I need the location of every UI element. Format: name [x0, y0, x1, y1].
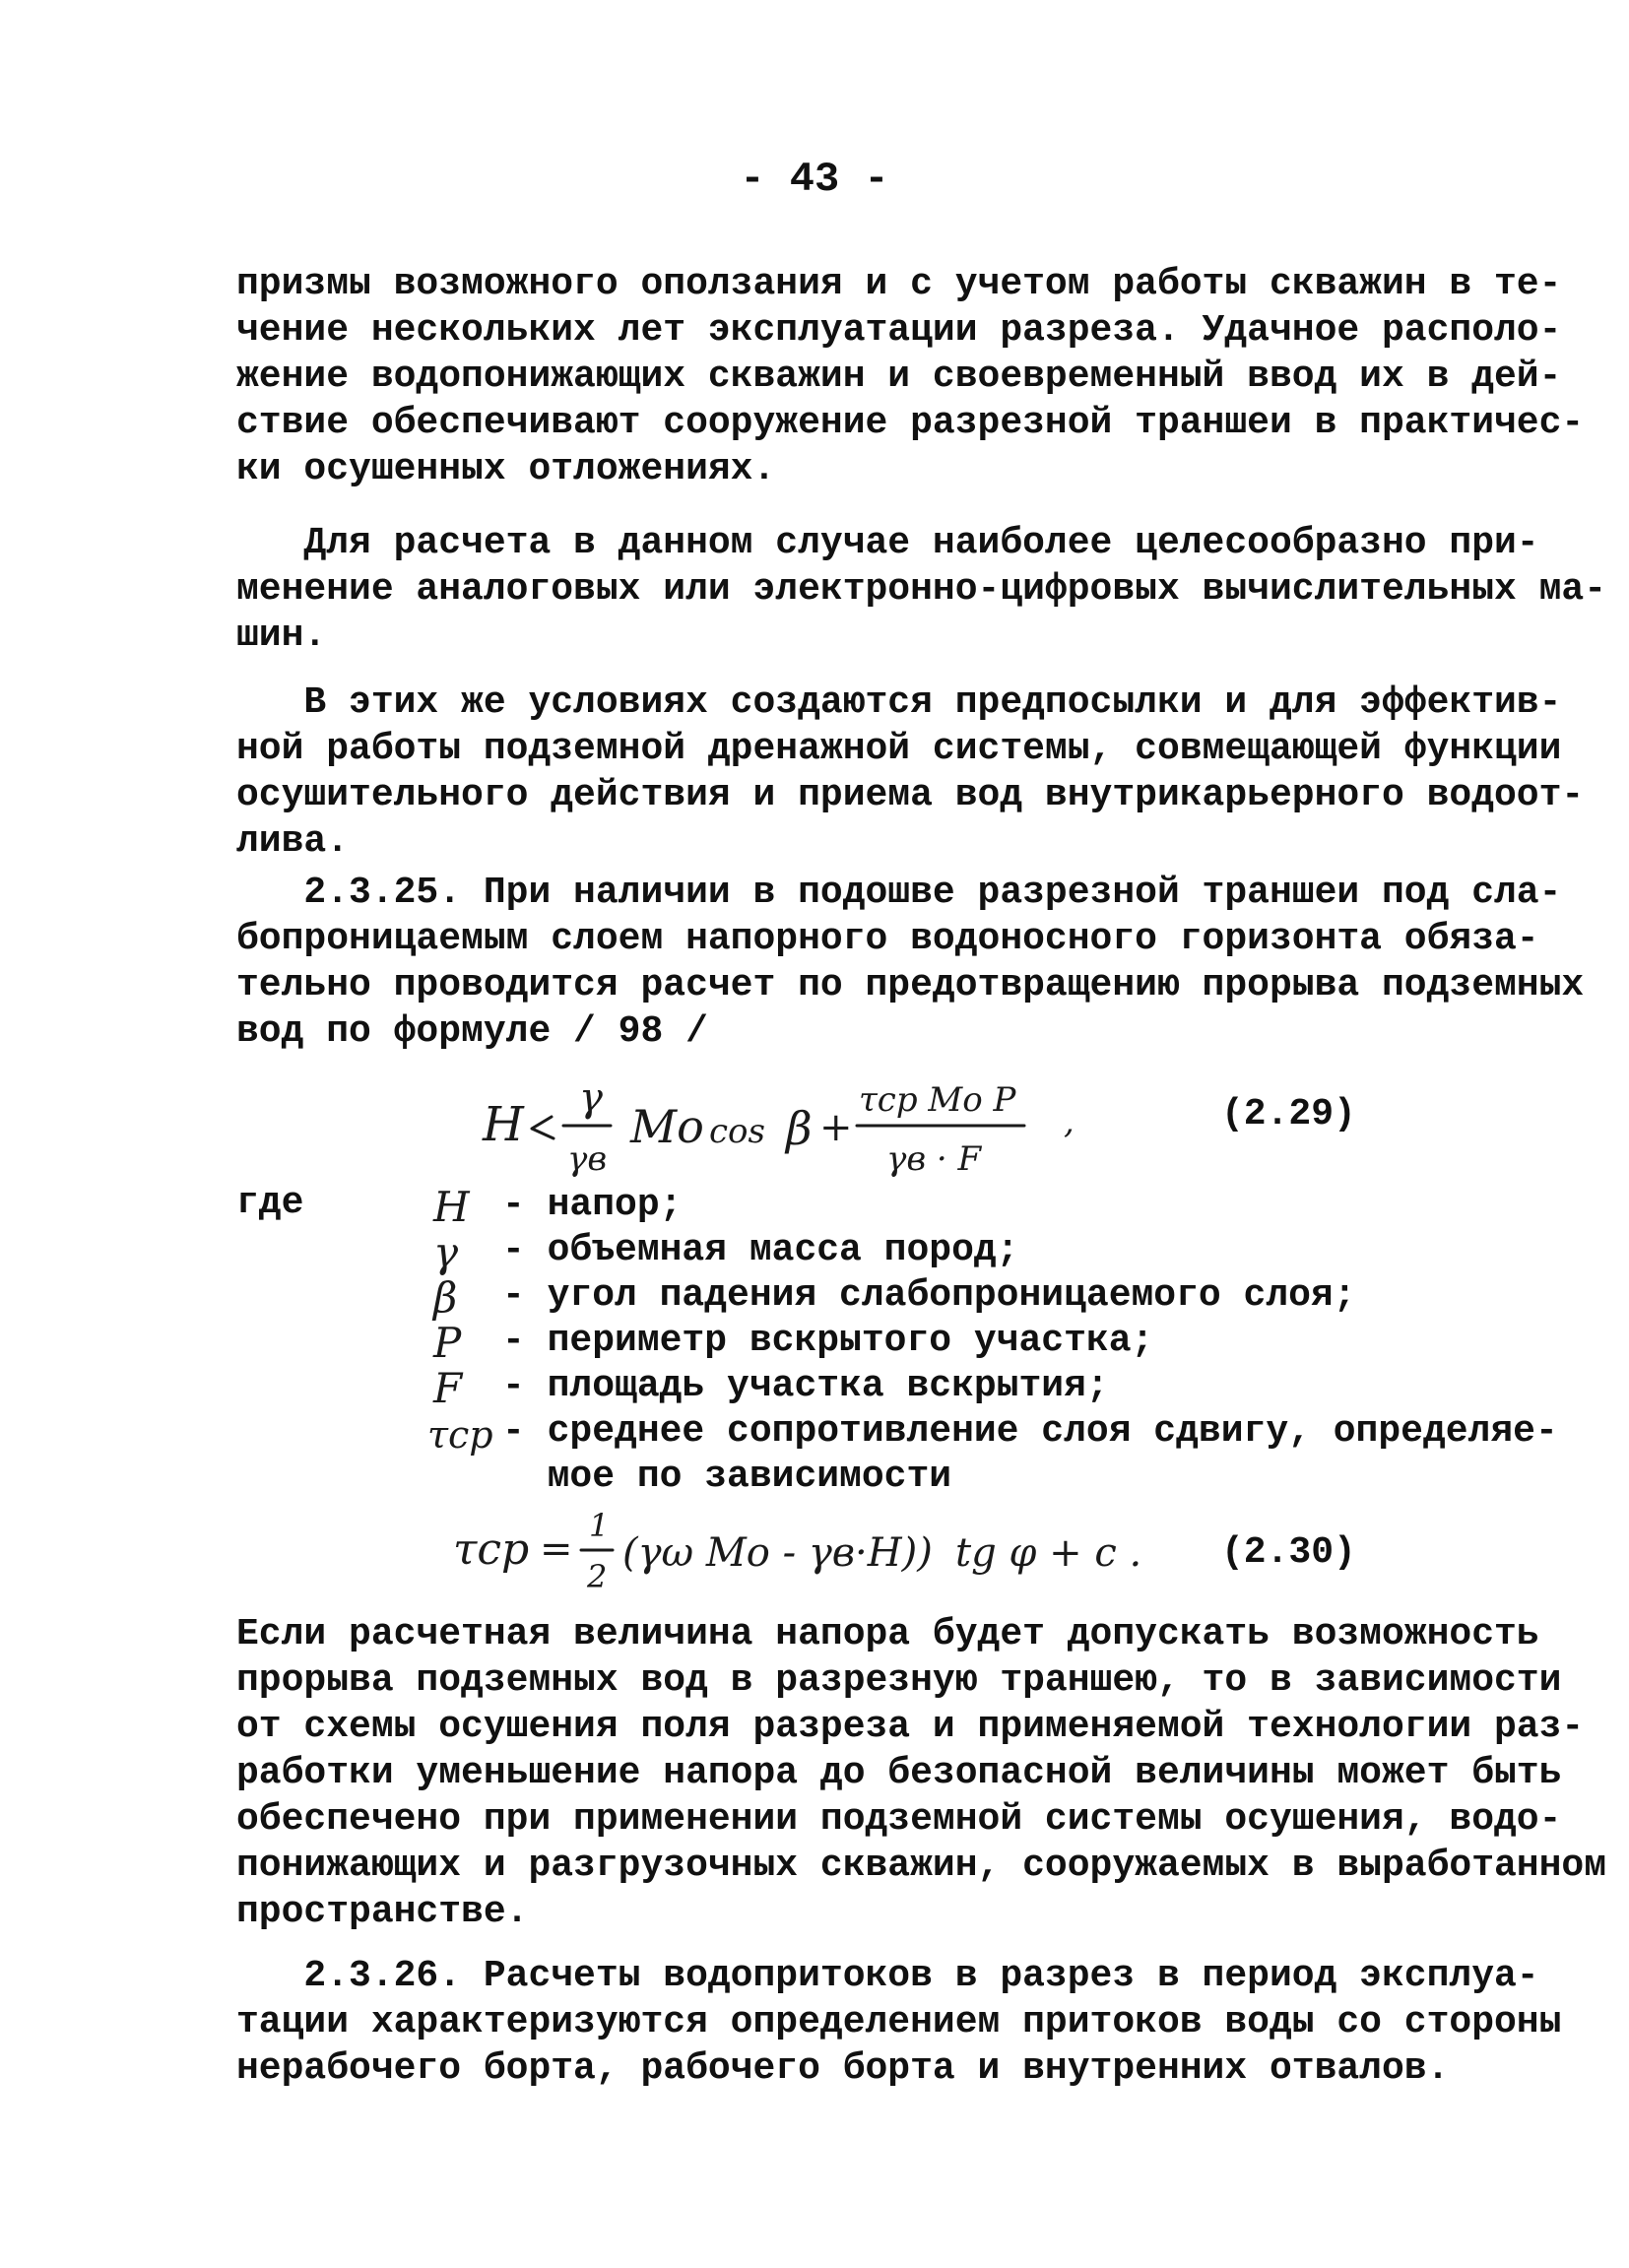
text-line: жение водопонижающих скважин и своевременный ввод их в дей- [236, 356, 1562, 398]
svg-text:1: 1 [589, 1507, 610, 1544]
text-line: лива. [236, 820, 350, 863]
svg-text:H: H [483, 1097, 524, 1152]
svg-text:β: β [786, 1102, 813, 1155]
svg-text:cos: cos [709, 1112, 765, 1151]
symbol-H-icon [424, 1182, 502, 1229]
text-line: ки осушенных отложениях. [236, 448, 776, 490]
svg-text:(γω Mo - γв·H)): (γω Mo - γв·H)) [622, 1530, 933, 1576]
symbol-F-icon [424, 1363, 502, 1410]
text-line: тельно проводится расчет по предотвращению прорыва подземных [236, 964, 1585, 1006]
definition-text: мое по зависимости [502, 1456, 952, 1498]
text-line: бопроницаемым слоем напорного водоносного горизонта обяза- [236, 918, 1539, 960]
text-line: Если расчетная величина напора будет допускать возможность [236, 1613, 1539, 1655]
symbol-beta-icon [424, 1272, 502, 1320]
text-line: нерабочего борта, рабочего борта и внутренних отвалов. [236, 2047, 1450, 2090]
text-line: от схемы осушения поля разреза и применяемой технологии раз- [236, 1706, 1585, 1748]
text-line: призмы возможного оползания и с учетом работы скважин в те- [236, 263, 1562, 305]
text-line: В этих же условиях создаются предпосылки и для эффектив- [236, 681, 1562, 724]
symbol-tau-icon [424, 1408, 502, 1456]
text-line: шин. [236, 615, 327, 657]
text-line: тации характеризуются определением притоков воды со стороны [236, 2001, 1562, 2043]
svg-text:+: + [819, 1105, 853, 1150]
svg-text:P: P [433, 1319, 462, 1367]
symbol-gamma-icon [424, 1227, 502, 1274]
text-line: 2.3.26. Расчеты водопритоков в разрез в период эксплуа- [236, 1955, 1539, 1997]
svg-text:Mo: Mo [630, 1100, 704, 1153]
handwritten-formula-2-30 [443, 1503, 1192, 1601]
symbol-P-icon [424, 1318, 502, 1365]
text-line: ной работы подземной дренажной системы, совмещающей функции [236, 728, 1562, 770]
definition-text: - среднее сопротивление слоя сдвигу, определяе- [502, 1410, 1558, 1453]
text-line: работки уменьшение напора до безопасной величины может быть [236, 1752, 1562, 1794]
svg-text:γ: γ [433, 1228, 459, 1276]
text-line: пространстве. [236, 1891, 529, 1933]
svg-text:2: 2 [587, 1558, 608, 1595]
definition-text: - периметр вскрытого участка; [502, 1320, 1154, 1362]
equation-number: (2.30) [1221, 1531, 1356, 1574]
svg-text:=: = [540, 1526, 573, 1572]
svg-text:τср Mo P: τср Mo P [859, 1080, 1016, 1120]
where-label: где [236, 1182, 304, 1224]
svg-text:H: H [433, 1183, 470, 1231]
text-line: вод по формуле / 98 / [236, 1010, 708, 1053]
svg-text:τср: τср [427, 1413, 493, 1457]
svg-text:γв · F: γв · F [886, 1139, 982, 1179]
definition-text: - напор; [502, 1184, 683, 1226]
text-line: осушительного действия и приема вод внутрикарьерного водоот- [236, 774, 1585, 816]
svg-text:tg φ + c .: tg φ + c . [955, 1530, 1142, 1576]
svg-text:γв: γв [567, 1139, 608, 1179]
text-line: менение аналоговых или электронно-цифровых вычислительных ма- [236, 568, 1607, 611]
text-line: понижающих и разгрузочных скважин, сооружаемых в выработанном [236, 1845, 1607, 1887]
text-line: обеспечено при применении подземной системы осушения, водо- [236, 1798, 1562, 1841]
text-line: чение нескольких лет эксплуатации разреза. Удачное располо- [236, 309, 1562, 352]
text-line: ствие обеспечивают сооружение разрезной траншеи в практичес- [236, 402, 1585, 444]
svg-text:β: β [433, 1273, 458, 1322]
equation-number: (2.29) [1221, 1093, 1356, 1135]
page-number: - 43 - [740, 156, 889, 203]
svg-text:γ: γ [579, 1075, 603, 1121]
text-line: 2.3.25. При наличии в подошве разрезной траншеи под сла- [236, 872, 1562, 914]
handwritten-formula-2-29 [473, 1071, 1280, 1180]
definition-text: - угол падения слабопроницаемого слоя; [502, 1274, 1356, 1317]
svg-text:,: , [1064, 1102, 1075, 1141]
svg-text:τср: τср [453, 1524, 530, 1575]
definition-text: - объемная масса пород; [502, 1229, 1019, 1271]
text-line: прорыва подземных вод в разрезную траншею, то в зависимости [236, 1659, 1562, 1702]
definition-text: - площадь участка вскрытия; [502, 1365, 1109, 1407]
svg-text:F: F [433, 1364, 463, 1412]
text-line: Для расчета в данном случае наиболее целесообразно при- [236, 522, 1539, 564]
